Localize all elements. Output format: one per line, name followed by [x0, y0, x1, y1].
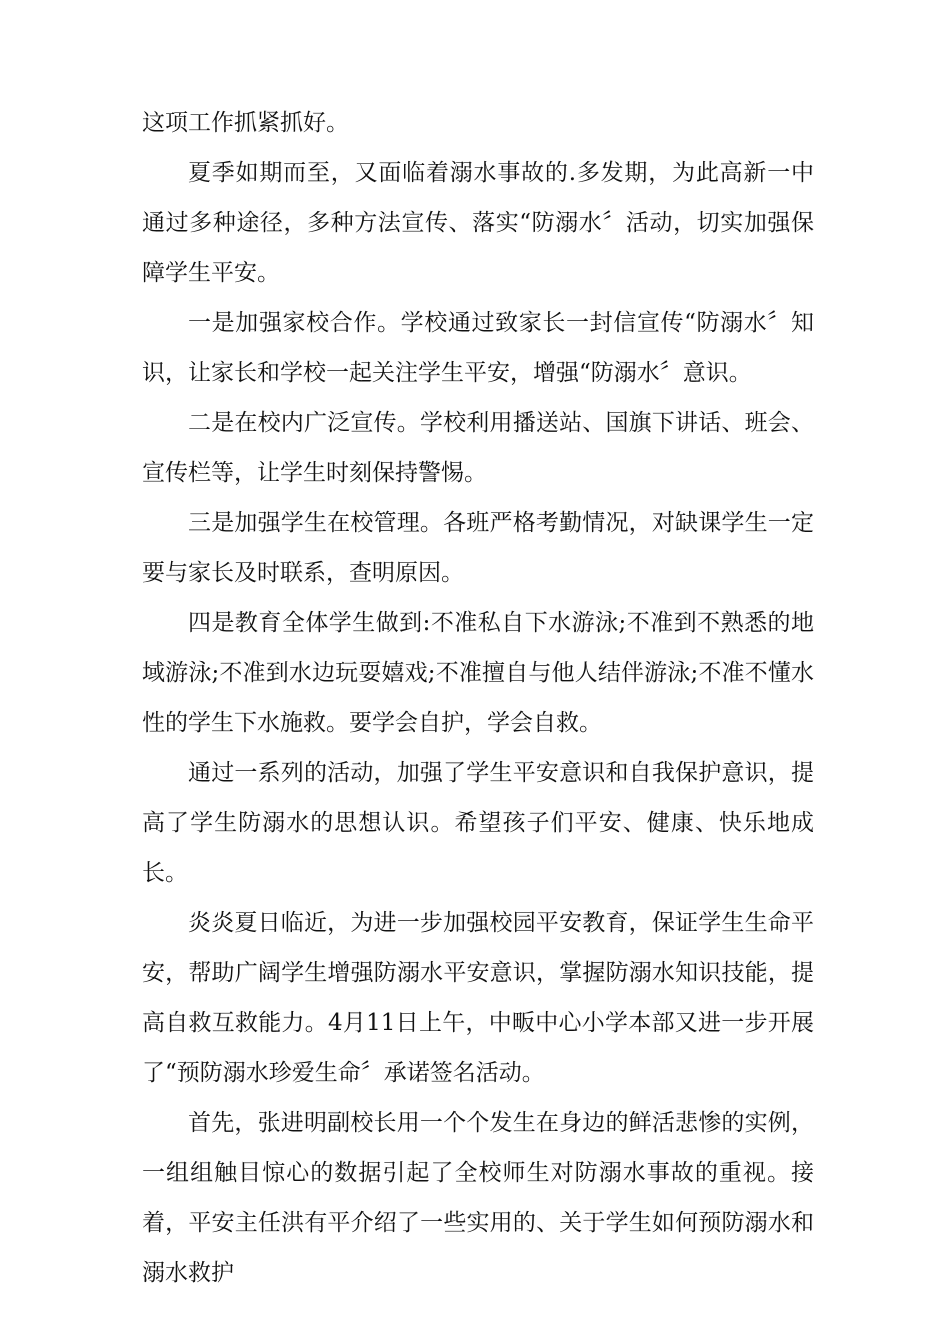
paragraph-attendance: 三是加强学生在校管理。各班严格考勤情况，对缺课学生一定要与家长及时联系，查明原因。 [142, 510, 814, 586]
paragraph-signing-event: 炎炎夏日临近，为进一步加强校园平安教育，保证学生生命平安，帮助广阔学生增强防溺水平安意识，掌握防溺水知识技能，提高自救互救能力。4月11日上午，中畈中心小学本部又进一步开展了“预防溺水珍爱生命〞承诺签名活动。 [142, 910, 814, 1086]
paragraph-home-school: 一是加强家校合作。学校通过致家长一封信宣传“防溺水〞知识，让家长和学校一起关注学生平安，增强“防溺水〞意识。 [142, 310, 814, 386]
paragraph-speeches: 首先，张进明副校长用一个个发生在身边的鲜活悲惨的实例，一组组触目惊心的数据引起了全校师生对防溺水事故的重视。接着，平安主任洪有平介绍了一些实用的、关于学生如何预防溺水和溺水救护 [142, 1110, 814, 1286]
paragraph-continuation: 这项工作抓紧抓好。 [142, 110, 349, 136]
paragraph-rules: 四是教育全体学生做到:不准私自下水游泳;不准到不熟悉的地域游泳;不准到水边玩耍嬉戏;不准擅自与他人结伴游泳;不准不懂水性的学生下水施救。要学会自护，学会自救。 [142, 610, 814, 736]
paragraph-summary: 通过一系列的活动，加强了学生平安意识和自我保护意识，提高了学生防溺水的思想认识。希望孩子们平安、健康、快乐地成长。 [142, 760, 814, 886]
document-body [142, 98, 814, 1298]
paragraph-campus-publicity: 二是在校内广泛宣传。学校利用播送站、国旗下讲话、班会、宣传栏等，让学生时刻保持警惕。 [142, 410, 814, 486]
paragraph-summer-intro: 夏季如期而至，又面临着溺水事故的.多发期，为此高新一中通过多种途径，多种方法宣传、落实“防溺水〞活动，切实加强保障学生平安。 [142, 160, 814, 286]
